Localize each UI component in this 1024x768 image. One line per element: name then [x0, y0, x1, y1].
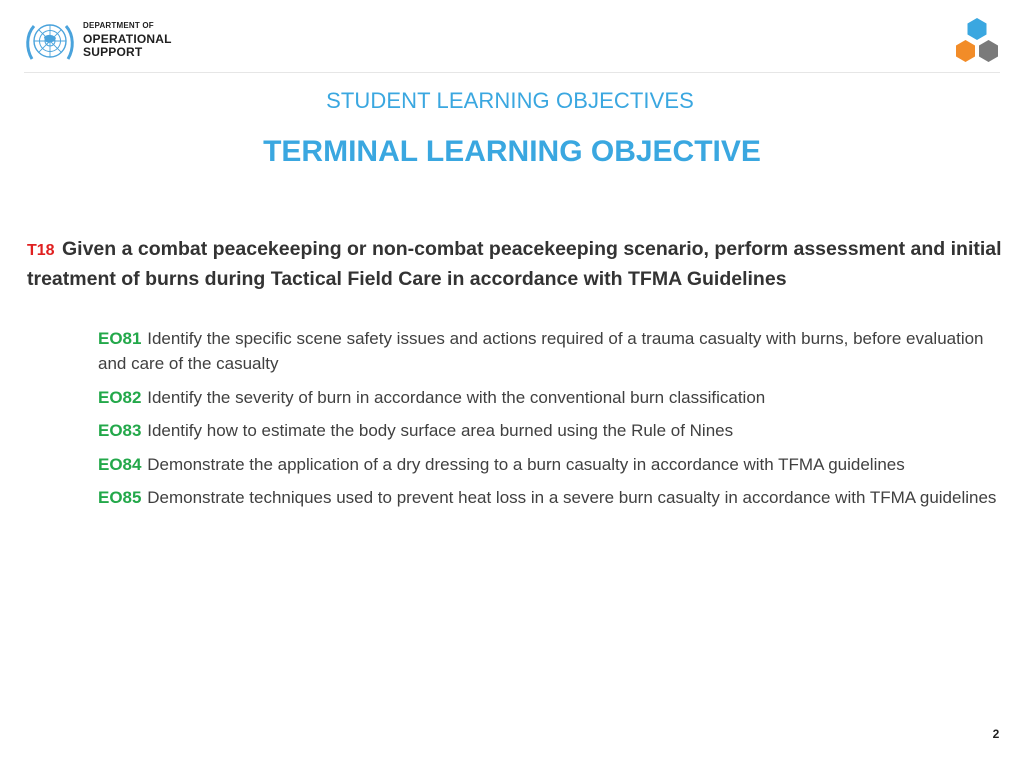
enabling-objective-code: EO83 — [98, 421, 142, 440]
hexagon-cluster-icon — [951, 16, 1003, 66]
terminal-objective-text: Given a combat peacekeeping or non-combat peacekeeping scenario, perform assessment and initial treatment of burns during Tactical Field Care in accordance with TFMA Guidelines — [27, 238, 1002, 290]
page-number: 2 — [992, 727, 1000, 741]
org-name — [83, 22, 172, 59]
enabling-objective — [98, 485, 1003, 510]
org-name-line3: SUPPORT — [83, 45, 143, 59]
enabling-objective-text: Identify the severity of burn in accordance with the conventional burn classification — [147, 387, 766, 407]
enabling-objective — [98, 452, 1003, 477]
enabling-objective-text: Identify how to estimate the body surface area burned using the Rule of Nines — [147, 421, 734, 440]
org-name-line1: DEPARTMENT OF — [83, 21, 154, 30]
enabling-objective-code: EO85 — [98, 488, 142, 507]
enabling-objectives-list — [98, 326, 1003, 519]
un-emblem-icon — [24, 19, 76, 65]
terminal-objective — [27, 235, 1002, 294]
enabling-objective — [98, 418, 1003, 443]
enabling-objective-code: EO82 — [98, 387, 142, 407]
terminal-objective-code: T18 — [27, 242, 55, 259]
header-divider — [24, 72, 1000, 73]
enabling-objective-text: Demonstrate the application of a dry dressing to a burn casualty in accordance with TFMA guidelines — [147, 454, 905, 474]
enabling-objective — [98, 385, 1003, 410]
slide-subtitle: STUDENT LEARNING OBJECTIVES — [326, 88, 694, 113]
enabling-objective — [98, 326, 1003, 376]
org-name-line2: OPERATIONAL — [83, 32, 172, 46]
enabling-objective-code: EO84 — [98, 454, 142, 474]
enabling-objective-code: EO81 — [98, 329, 142, 348]
enabling-objective-text: Demonstrate techniques used to prevent heat loss in a severe burn casualty in accordance with TFMA guidelines — [147, 488, 997, 507]
slide-header — [0, 0, 1024, 72]
enabling-objective-text: Identify the specific scene safety issues and actions required of a trauma casualty with burns, before evaluation and care of the casualty — [98, 329, 984, 373]
slide-title: TERMINAL LEARNING OBJECTIVE — [263, 135, 761, 168]
